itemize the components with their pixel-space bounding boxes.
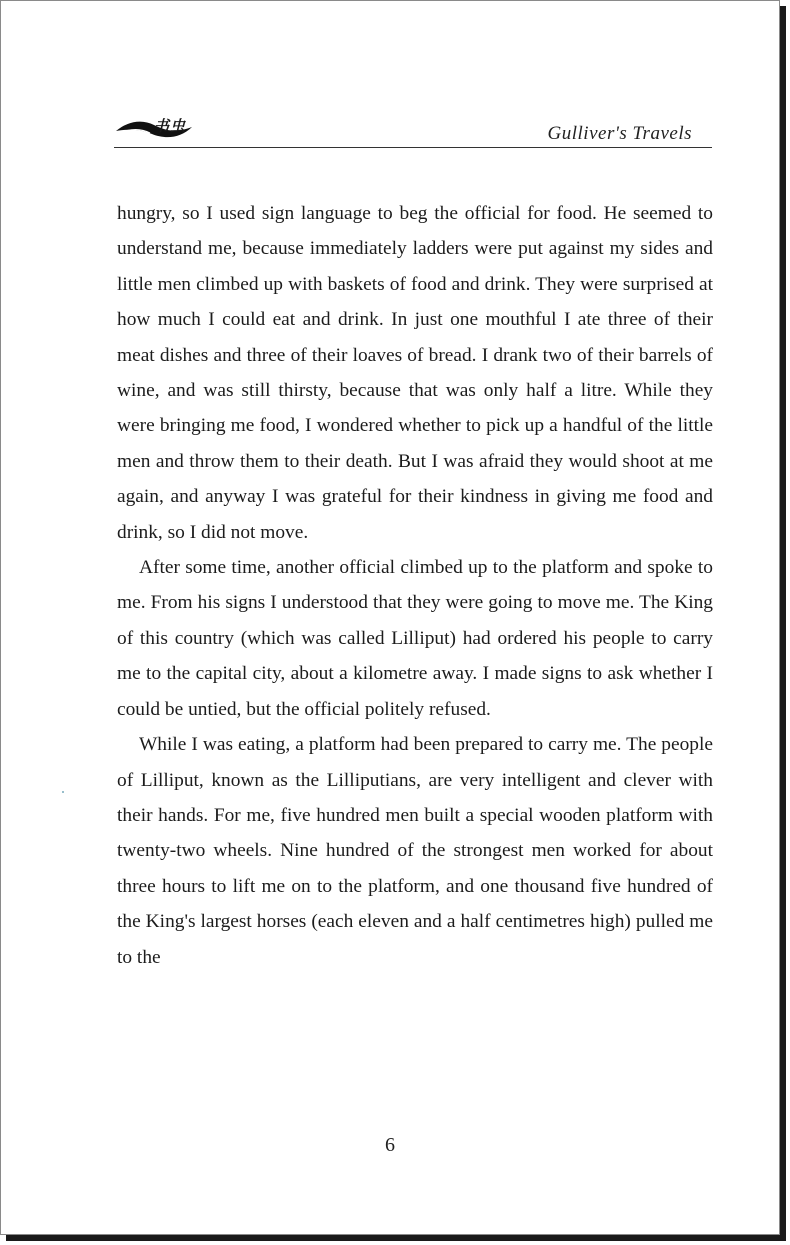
paragraph-2: After some time, another official climbed up to the platform and spoke to me. From his signs I understood that they were going to move me. The King of this country (which was called Lilliput) had ordered his people to carry me to the capital city, about a kilometre away. I made signs to ask whether I could be untied, but the official politely refused. xyxy=(117,557,713,720)
scan-speck xyxy=(62,791,64,793)
paragraph-1: hungry, so I used sign language to beg the official for food. He seemed to understand me, because immediately ladders were put against my sides and little men climbed up with baskets of food and drink. They were surprised at how much I could eat and drink. In just one mouthful I ate three of their meat dishes and three of their loaves of bread. I drank two of their barrels of wine, and was still thirsty, because that was only half a litre. While they were bringing me food, I wondered whether to pick up a handful of the little men and throw them to their death. But I was afraid they would shoot at me again, and anyway I was grateful for their kindness in giving me food and drink, so I did not move. xyxy=(117,203,713,543)
logo-text: 书虫 xyxy=(154,117,187,135)
page-number: 6 xyxy=(385,1134,395,1156)
body-text xyxy=(117,196,713,975)
header-rule xyxy=(114,147,712,148)
running-title: Gulliver's Travels xyxy=(547,123,692,144)
page-header xyxy=(114,109,712,151)
bookworm-logo xyxy=(114,109,204,149)
paragraph-3: While I was eating, a platform had been prepared to carry me. The people of Lilliput, known as the Lilliputians, are very intelligent and clever with their hands. For me, five hundred men built a special wooden platform with twenty-two wheels. Nine hundred of the strongest men worked for about three hours to lift me on to the platform, and one thousand five hundred of the King's largest horses (each eleven and a half centimetres high) pulled me to the xyxy=(117,734,713,968)
